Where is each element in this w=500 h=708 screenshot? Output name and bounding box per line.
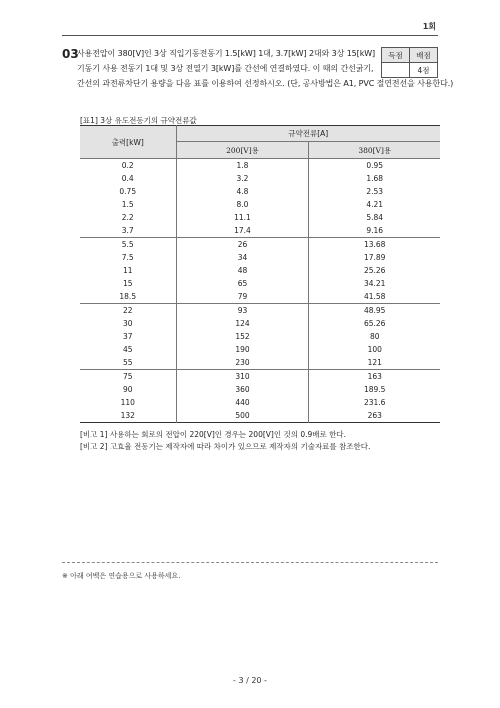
cell-200v: 4.8 [176,185,309,198]
header-output: 출력[kW] [80,126,176,159]
cell-output: 37 [80,330,176,343]
question-line-2: 기동기 사용 전동기 1대 및 3상 전열기 3[kW]를 간선에 연결하였다. 이 때의 간선굵기, [77,63,374,73]
cell-output: 2.2 [80,211,176,224]
cell-output: 45 [80,343,176,356]
question-line-1: 사용전압이 380[V]인 3상 직입기동전동기 1.5[kW] 1대, 3.7[kW] 2대와 3상 15[kW] [77,49,376,58]
cell-200v: 360 [176,383,309,396]
cell-200v: 11.1 [176,211,309,224]
cell-380v: 65.26 [363,318,386,328]
score-points-label: 배점 [410,48,438,63]
cell-200v: 310 [176,370,309,383]
cell-output: 5.5 [80,238,176,251]
cell-200v: 440 [176,396,309,409]
cell-200v: 79 [176,290,309,303]
cell-output: 7.5 [80,251,176,264]
table-row [80,238,440,251]
cell-output: 11 [80,264,176,277]
cell-380v: 231.6 [363,397,386,407]
cell-output: 132 [80,409,176,422]
round-label: 1회 [422,22,436,31]
table-row [80,370,440,383]
notes [80,429,440,453]
cell-200v: 3.2 [176,172,309,185]
question-number: 03 [62,47,79,61]
cell-380v: 263 [367,410,382,420]
cell-380v: 163 [309,370,440,383]
table-row [80,211,440,224]
cell-380v: 121 [367,358,382,368]
cell-380v: 13.68 [309,238,440,251]
cell-output: 55 [80,356,176,369]
table-title: [표1] 3상 유도전동기의 규약전류값 [80,116,197,125]
cell-output: 0.2 [80,159,176,172]
cell-380v: 4.21 [366,200,384,210]
header-rule [62,35,438,36]
cell-output: 1.5 [80,198,176,211]
table-row [80,356,440,369]
cell-380v: 2.53 [366,186,384,196]
cell-200v: 65 [176,277,309,290]
cell-380v: 17.89 [363,252,386,262]
cell-380v: 25.26 [363,266,386,276]
cell-380v: 1.68 [366,173,384,183]
cell-380v: 0.95 [366,160,384,170]
cell-380v: 48.95 [309,304,440,317]
table-row [80,277,440,290]
table-row [80,185,440,198]
cell-output: 75 [80,370,176,383]
cell-200v: 26 [176,238,309,251]
cell-output: 30 [80,317,176,330]
cell-200v: 124 [176,317,309,330]
header-200v: 200[V]용 [176,142,309,159]
cell-200v: 190 [176,343,309,356]
cell-200v: 34 [176,251,309,264]
cell-200v: 230 [176,356,309,369]
cell-200v: 93 [176,304,309,317]
score-earned-label: 득점 [382,48,410,63]
table-row [80,224,440,237]
rated-current-table [80,125,440,423]
table-row [80,159,440,172]
cell-380v: 41.58 [363,292,386,302]
cell-output: 3.7 [80,224,176,237]
table-row [80,251,440,264]
cell-380v: 9.16 [366,226,384,236]
table-row [80,396,440,409]
table-row [80,343,440,356]
note-1: [비고 1] 사용하는 회로의 전압이 220[V]인 경우는 200[V]인 것의 0.9배로 한다. [80,430,347,439]
cell-200v: 17.4 [176,224,309,237]
practice-area-divider [62,562,438,563]
footnote: ※ 아래 여백은 연습용으로 사용하세요. [62,572,181,580]
note-2: [비고 2] 고효율 전동기는 제작자에 따라 차이가 있으므로 제작자의 기술자료를 참조한다. [80,442,371,451]
cell-output: 0.4 [80,172,176,185]
cell-output: 110 [80,396,176,409]
table-row [80,330,440,343]
table-row [80,304,440,317]
header-rated-current: 규약전류[A] [176,126,440,142]
cell-200v: 8.0 [176,198,309,211]
table-row [80,290,440,303]
table-row [80,172,440,185]
cell-output: 15 [80,277,176,290]
cell-output: 0.75 [80,185,176,198]
page-number: - 3 / 20 - [233,676,267,685]
table-body [80,159,440,423]
table-row [80,264,440,277]
score-earned-input[interactable] [382,63,410,78]
cell-output: 18.5 [80,290,176,303]
cell-200v: 48 [176,264,309,277]
score-box [381,47,438,78]
cell-380v: 80 [369,332,380,342]
cell-380v: 34.21 [363,279,386,289]
cell-380v: 189.5 [363,384,386,394]
table-row [80,409,440,422]
cell-380v: 100 [367,345,382,355]
table-row [80,317,440,330]
cell-output: 90 [80,383,176,396]
cell-output: 22 [80,304,176,317]
cell-200v: 1.8 [176,159,309,172]
table-row [80,383,440,396]
header-380v: 380[V]용 [309,142,440,159]
table-row [80,198,440,211]
cell-200v: 500 [176,409,309,422]
cell-200v: 152 [176,330,309,343]
cell-380v: 5.84 [366,213,384,223]
question-line-3: 간선의 과전류차단기 용량을 다음 표를 이용하여 선정하시오. (단, 공사방법은 A1, PVC 절연전선을 사용한다.) [77,78,454,88]
score-points-value: 4점 [410,63,438,78]
